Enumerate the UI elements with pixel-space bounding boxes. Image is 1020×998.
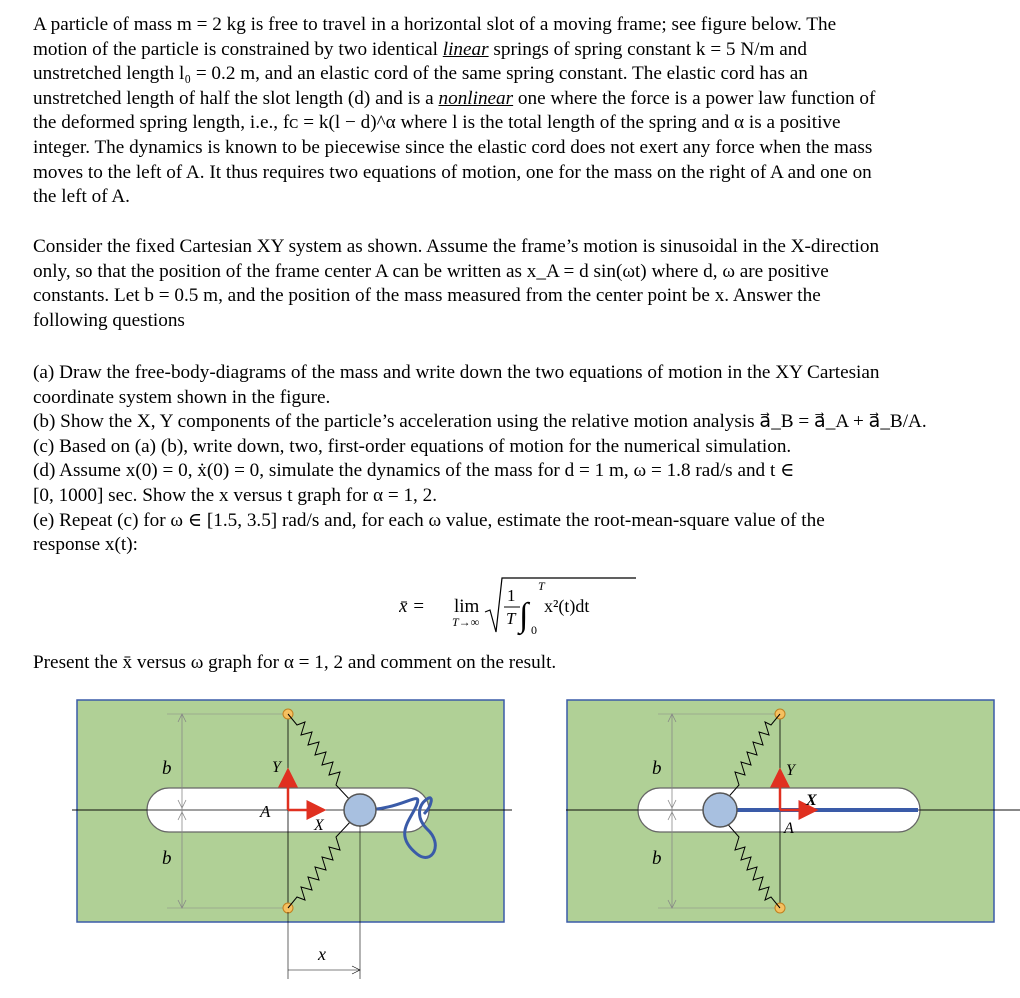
integral-sign: ∫ xyxy=(519,597,529,634)
label-Y: Y xyxy=(786,762,795,779)
svg-text:lim: lim xyxy=(454,596,480,617)
rms-equation xyxy=(399,570,639,640)
svg-text:T: T xyxy=(506,609,516,628)
svg-text:x²(t)dt: x²(t)dt xyxy=(544,596,590,616)
nonlinear-emphasis: nonlinear xyxy=(438,87,514,109)
svg-text:0: 0 xyxy=(531,623,537,637)
label-Y: Y xyxy=(272,759,281,776)
svg-text:x̄ =: x̄ = xyxy=(399,596,426,617)
label-b-top: b xyxy=(162,758,172,779)
svg-text:T: T xyxy=(538,579,545,593)
label-b-bottom: b xyxy=(652,848,662,869)
figure-left xyxy=(72,694,512,984)
label-A: A xyxy=(260,802,271,821)
question-c: (c) Based on (a) (b), write down, two, first-order equations of motion for the numerical simulation. xyxy=(33,435,792,457)
linear-emphasis: linear xyxy=(442,38,489,60)
final-instruction: Present the x̄ versus ω graph for α = 1, 2 and comment on the result. xyxy=(33,652,557,673)
particle-mass xyxy=(703,793,737,827)
question-d: (d) Assume x(0) = 0, ẋ(0) = 0, simulate the dynamics of the mass for d = 1 m, ω = 1.8 rad/s and t ∈ xyxy=(33,460,795,482)
svg-text:1: 1 xyxy=(507,586,516,605)
problem-paragraph-2: Consider the fixed Cartesian XY system as shown. Assume the frame’s motion is sinusoidal in the X-direction only, so that the position of the frame center A can be written as x_A = d sin(ωt) where d, ω are positive constants. Let b = 0.5 m, and the position of the mass measured from the center point be x. Answer the following questions xyxy=(33,236,880,331)
svg-text:T→∞: T→∞ xyxy=(452,615,480,629)
label-X: X xyxy=(314,817,324,834)
particle-mass xyxy=(344,794,376,826)
label-b-bottom: b xyxy=(162,848,172,869)
problem-paragraph-1: A particle of mass m = 2 kg is free to travel in a horizontal slot of a moving frame; see figure below. The motion of the particle is constrained by two identical linear springs of spring constant k = 5 N/m and unstretched length l₀ = 0.2 m, and an elastic cord of the same spring constant. The elastic cord has an unstretched length of half the slot length (d) and is a nonlinear one where the force is a power law function of the deformed spring length, i.e., fᴄ = k(l − d)^α where l is the total length of the spring and α is a positive integer. The dynamics is known to be piecewise since the elastic cord does not exert any force when the mass moves to the left of A. It thus requires two equations of motion, one for the mass on the right of A and one on the left of A. xyxy=(33,14,876,208)
label-b-top: b xyxy=(652,758,662,779)
question-a: (a) Draw the free-body-diagrams of the mass and write down the two equations of motion in the XY Cartesian xyxy=(33,362,880,383)
label-A: A xyxy=(784,820,794,837)
label-X: X xyxy=(806,792,817,809)
questions-list: (a) Draw the free-body-diagrams of the mass and write down the two equations of motion in the XY Cartesian coordinate system shown in the figure. (b) Show the X, Y components of the particle’s acceleration using the relative motion analysis a⃗_B = a⃗_A + a⃗_B/A. (c) Based on (a) (b), write down, two, first-order equations of motion for the numerical simulation. (d) Assume x(0) = 0, ẋ(0) = 0, simulate the dynamics of the mass for d = 1 m, ω = 1.8 rad/s and t ∈ [0, 1000] sec. Show the x versus t graph for α = 1, 2. (e) Repeat (c) for ω ∈ [1.5, 3.5] rad/s and, for each ω value, estimate the root-mean-square value of the response x(t): xyxy=(33,362,927,556)
question-b: (b) Show the X, Y components of the particle’s acceleration using the relative motion analysis a⃗_B = a⃗_A + a⃗_B/A. xyxy=(33,411,927,433)
question-e: (e) Repeat (c) for ω ∈ [1.5, 3.5] rad/s and, for each ω value, estimate the root-mean-square value of the xyxy=(33,509,825,531)
label-x: x xyxy=(318,944,326,964)
figure-right xyxy=(566,694,1020,934)
p1-line-1: A particle of mass m = 2 kg is free to travel in a horizontal slot of a moving frame; see figure below. The xyxy=(33,14,837,35)
